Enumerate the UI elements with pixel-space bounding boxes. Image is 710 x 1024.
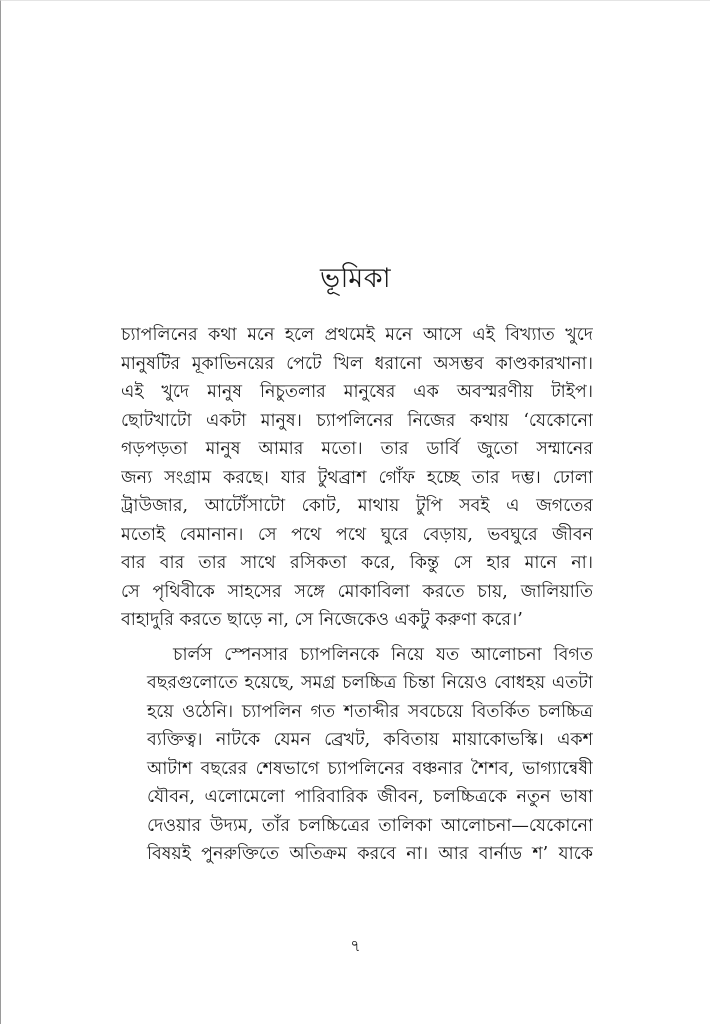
text-line: জন্য সংগ্রাম করছে। যার টুথব্রাশ গোঁফ হচ্ছে তার দম্ভ। ঢোলা xyxy=(121,467,593,488)
body-text xyxy=(121,321,593,869)
text-line: এই খুদে মানুষ নিচুতলার মানুষের এক অবস্মরণীয় টাইপ। xyxy=(121,382,593,402)
text-line: ট্রাউজার, আটোঁসাটো কোট, মাথায় টুপি সবই এ জগতের xyxy=(121,496,593,516)
text-line: গড়পড়তা মানুষ আমার মতো। তার ডার্বি জুতো সম্মানের xyxy=(121,439,593,459)
text-line: ছোটখাটো একটা মানুষ। চ্যাপলিনের নিজের কথায় ‘যেকোনো xyxy=(121,410,593,431)
text-line: দেওয়ার উদ্যম, তাঁর চলচ্চিত্রের তালিকা আলোচনা—যেকোনো xyxy=(147,815,593,836)
paragraph-2 xyxy=(121,641,593,869)
text-line: সে পৃথিবীকে সাহসের সঙ্গে মোকাবিলা করতে চায়, জালিয়াতি xyxy=(121,581,593,602)
text-line: ব্যক্তিত্ব। নাটকে যেমন ব্রেখট, কবিতায় মায়াকোভস্কি। একশ xyxy=(147,730,593,750)
text-line: বার বার তার সাথে রসিকতা করে, কিন্তু সে হার মানে না। xyxy=(121,553,593,573)
text-line: মতোই বেমানান। সে পথে পথে ঘুরে বেড়ায়, ভবঘুরে জীবন xyxy=(121,524,593,545)
page-number: ৭ xyxy=(350,936,361,955)
text-line: বাহাদুরি করতে ছাড়ে না, সে নিজেকেও একটু করুণা করে।’ xyxy=(121,610,523,630)
text-line: যৌবন, এলোমেলো পারিবারিক জীবন, চলচ্চিত্রকে নতুন ভাষা xyxy=(147,787,593,807)
text-line: আটাশ বছরের শেষভাগে চ্যাপলিনের বঞ্চনার শৈশব, ভাগ্যান্বেষী xyxy=(147,758,593,779)
text-line: বিষয়ই পুনরুক্তিতে অতিক্রম করবে না। আর বার্নাড শ’ যাকে xyxy=(147,844,593,864)
text-line: বছরগুলোতে হয়েছে, সমগ্র চলচ্চিত্র চিন্তা নিয়েও বোধহয় এতটা xyxy=(147,673,593,693)
text-line: মানুষটির মূকাভিনয়ের পেটে খিল ধরানো অসম্ভব কাণ্ডকারখানা। xyxy=(121,353,593,374)
text-line: চ্যাপলিনের কথা মনে হলে প্রথমেই মনে আসে এই বিখ্যাত খুদে xyxy=(121,325,593,345)
text-line: চার্লস স্পেনসার চ্যাপলিনকে নিয়ে যত আলোচনা বিগত xyxy=(173,644,593,665)
text-line: হয়ে ওঠেনি। চ্যাপলিন গত শতাব্দীর সবচেয়ে বিতর্কিত চলচ্চিত্র xyxy=(147,701,593,722)
paragraph-1 xyxy=(121,321,593,635)
chapter-heading: ভূমিকা xyxy=(319,263,392,294)
